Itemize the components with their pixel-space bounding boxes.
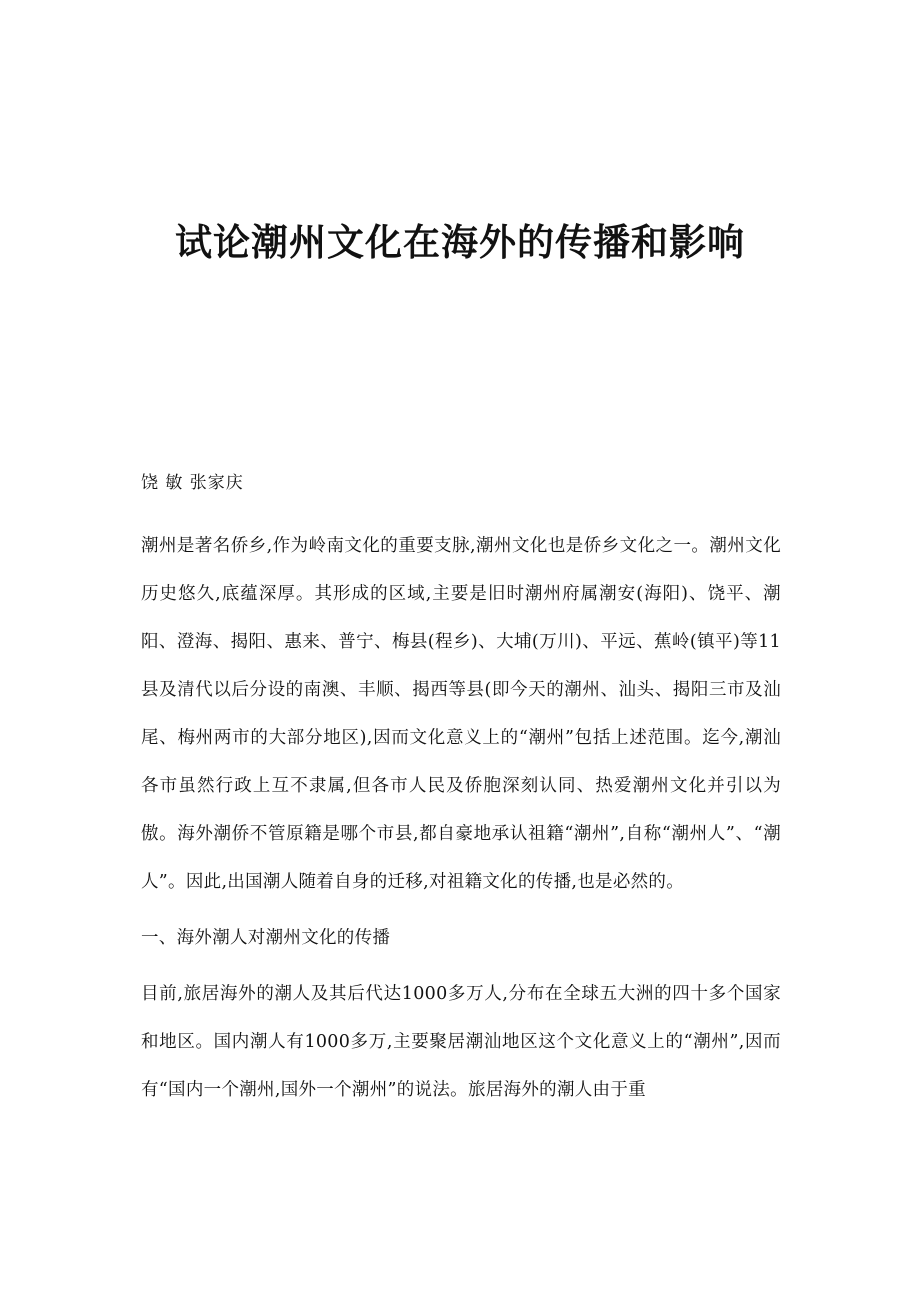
section-heading: 一、海外潮人对潮州文化的传播 bbox=[141, 928, 391, 948]
body-paragraph: 潮州是著名侨乡,作为岭南文化的重要支脉,潮州文化也是侨乡文化之一。潮州文化历史悠久,底蕴深厚。其形成的区域,主要是旧时潮州府属潮安(海阳)、饶平、潮阳、澄海、揭阳、惠来、普宁、梅县(程乡)、大埔(万川)、平远、蕉岭(镇平)等11县及清代以后分设的南澳、丰顺、揭西等县(即今天的潮州、汕头、揭阳三市及汕尾、梅州两市的大部分地区),因而文化意义上的“潮州”包括上述范围。迄今,潮汕各市虽然行政上互不隶属,但各市人民及侨胞深刻认同、热爱潮州文化并引以为傲。海外潮侨不管原籍是哪个市县,都自豪地承认祖籍“潮州”,自称“潮州人”、“潮人”。因此,出国潮人随着自身的迁移,对祖籍文化的传播,也是必然的。 bbox=[141, 536, 781, 892]
body-paragraph: 目前,旅居海外的潮人及其后代达1000多万人,分布在全球五大洲的四十多个国家和地区。国内潮人有1000多万,主要聚居潮汕地区这个文化意义上的“潮州”,因而有“国内一个潮州,国外一个潮州”的说法。旅居海外的潮人由于重 bbox=[141, 984, 781, 1100]
document-body bbox=[141, 522, 781, 1122]
document-authors: 饶 敏 张家庆 bbox=[141, 473, 244, 493]
document-title: 试论潮州文化在海外的传播和影响 bbox=[175, 220, 745, 264]
